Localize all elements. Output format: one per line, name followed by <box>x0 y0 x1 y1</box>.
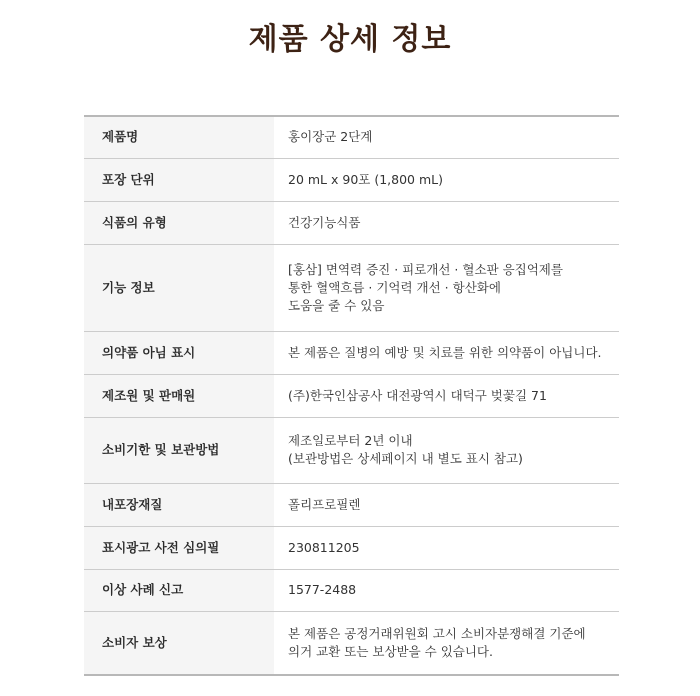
row-label: 소비자 보상 <box>84 611 274 675</box>
row-value <box>274 244 619 331</box>
value-line: 본 제품은 공정거래위원회 고시 소비자분쟁해결 기준에 <box>288 625 586 641</box>
row-label: 식품의 유형 <box>84 201 274 244</box>
value-line: 폴리프로필렌 <box>288 496 361 512</box>
row-value <box>274 526 619 569</box>
row-label: 의약품 아님 표시 <box>84 331 274 374</box>
row-label: 제품명 <box>84 116 274 158</box>
row-label: 포장 단위 <box>84 158 274 201</box>
row-value <box>274 331 619 374</box>
value-line: [홍삼] 면역력 증진 · 피로개선 · 혈소판 응집억제를 <box>288 261 563 277</box>
row-value <box>274 417 619 483</box>
value-line: 제조일로부터 2년 이내 <box>288 433 413 448</box>
page-title: 제품 상세 정보 <box>248 22 452 57</box>
value-line: 건강기능식품 <box>288 214 361 230</box>
table-row <box>84 331 619 374</box>
value-line: 홍이장군 2단계 <box>288 129 373 145</box>
value-line: 20 mL x 90포 (1,800 mL) <box>288 171 443 187</box>
row-label: 기능 정보 <box>84 244 274 331</box>
row-value <box>274 374 619 417</box>
product-info-table <box>84 115 619 676</box>
row-value <box>274 158 619 201</box>
table-row <box>84 417 619 483</box>
value-line: 1577-2488 <box>288 582 357 597</box>
value-line: 통한 혈액흐름 · 기억력 개선 · 항산화에 <box>288 279 501 295</box>
value-line: (주)한국인삼공사 대전광역시 대덕구 벚꽃길 71 <box>288 387 547 403</box>
value-line: 본 제품은 질병의 예방 및 치료를 위한 의약품이 아닙니다. <box>288 344 602 360</box>
row-label: 이상 사례 신고 <box>84 569 274 611</box>
row-value <box>274 611 619 675</box>
row-label: 표시광고 사전 심의필 <box>84 526 274 569</box>
table-row <box>84 569 619 611</box>
row-value <box>274 483 619 526</box>
table-row <box>84 526 619 569</box>
table-row <box>84 374 619 417</box>
table-row <box>84 244 619 331</box>
table-row <box>84 611 619 675</box>
table-row <box>84 201 619 244</box>
table-row <box>84 116 619 158</box>
table-row <box>84 158 619 201</box>
row-value <box>274 201 619 244</box>
value-line: (보관방법은 상세페이지 내 별도 표시 참고) <box>288 451 523 466</box>
value-line: 230811205 <box>288 539 360 555</box>
row-value <box>274 116 619 158</box>
value-line: 도움을 줄 수 있음 <box>288 297 385 313</box>
row-value <box>274 569 619 611</box>
value-line: 의거 교환 또는 보상받을 수 있습니다. <box>288 643 493 659</box>
row-label: 내포장재질 <box>84 483 274 526</box>
row-label: 소비기한 및 보관방법 <box>84 417 274 483</box>
table-row <box>84 483 619 526</box>
row-label: 제조원 및 판매원 <box>84 374 274 417</box>
